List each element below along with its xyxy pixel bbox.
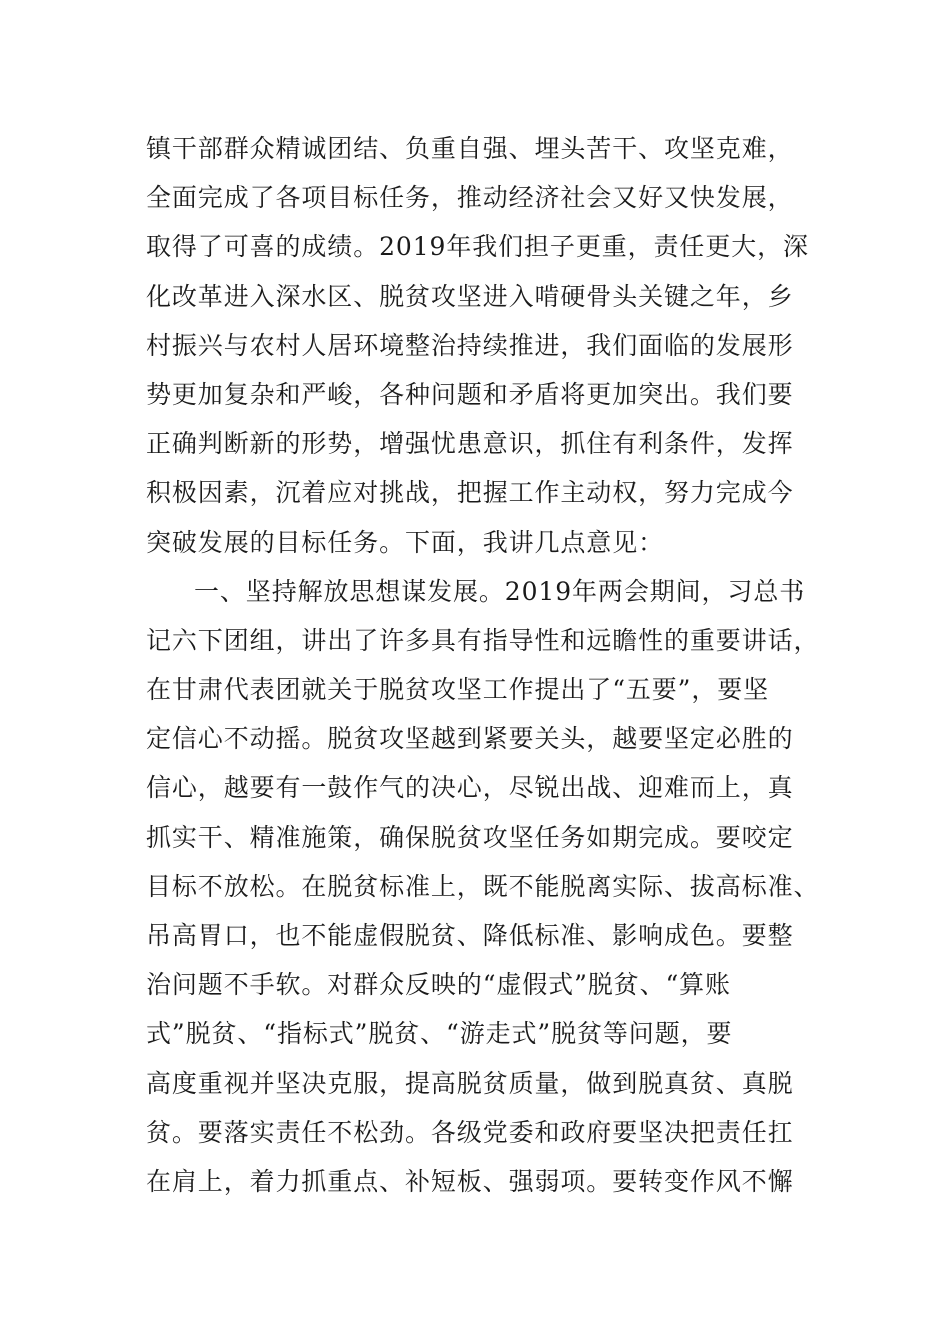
text-line: 取得了可喜的成绩。2019年我们担子更重，责任更大，深	[146, 232, 809, 262]
document-body	[146, 124, 820, 1206]
text-line: 镇干部群众精诚团结、负重自强、埋头苦干、攻坚克难，	[146, 134, 794, 163]
text-line: 突破发展的目标任务。下面，我讲几点意见：	[146, 527, 665, 557]
text-line: 治问题不手软。对群众反映的“虚假式”脱贫、“算账	[146, 970, 731, 1000]
text-line: 在肩上，着力抓重点、补短板、强弱项。要转变作风不懈	[146, 1166, 794, 1196]
text-line: 定信心不动摇。脱贫攻坚越到紧要关头，越要坚定必胜的	[146, 724, 794, 754]
text-line: 记六下团组，讲出了许多具有指导性和远瞻性的重要讲话，	[146, 625, 820, 655]
text-line: 势更加复杂和严峻，各种问题和矛盾将更加突出。我们要	[146, 379, 794, 409]
text-line: 目标不放松。在脱贫标准上，既不能脱离实际、拔高标准、	[146, 871, 820, 901]
text-line: 高度重视并坚决克服，提高脱贫质量，做到脱真贫、真脱	[146, 1068, 794, 1098]
text-line: 信心，越要有一鼓作气的决心，尽锐出战、迎难而上，真	[146, 773, 794, 803]
text-line: 化改革进入深水区、脱贫攻坚进入啃硬骨头关键之年，乡	[146, 281, 794, 311]
text-line: 式”脱贫、“指标式”脱贫、“游走式”脱贫等问题，要	[146, 1019, 733, 1049]
section-heading-line: 一、坚持解放思想谋发展。2019年两会期间，习总书	[194, 576, 806, 606]
text-line: 抓实干、精准施策，确保脱贫攻坚任务如期完成。要咬定	[146, 822, 794, 852]
text-line: 贫。要落实责任不松劲。各级党委和政府要坚决把责任扛	[146, 1117, 794, 1147]
text-line: 积极因素，沉着应对挑战，把握工作主动权，努力完成今	[146, 478, 794, 508]
text-line: 吊高胃口，也不能虚假脱贫、降低标准、影响成色。要整	[146, 921, 794, 950]
text-line: 在甘肃代表团就关于脱贫攻坚工作提出了“五要”，要坚	[146, 675, 770, 705]
text-line: 正确判断新的形势，增强忧患意识，抓住有利条件，发挥	[146, 429, 794, 459]
text-line: 村振兴与农村人居环境整治持续推进，我们面临的发展形	[146, 330, 794, 360]
text-line: 全面完成了各项目标任务，推动经济社会又好又快发展，	[146, 183, 794, 213]
